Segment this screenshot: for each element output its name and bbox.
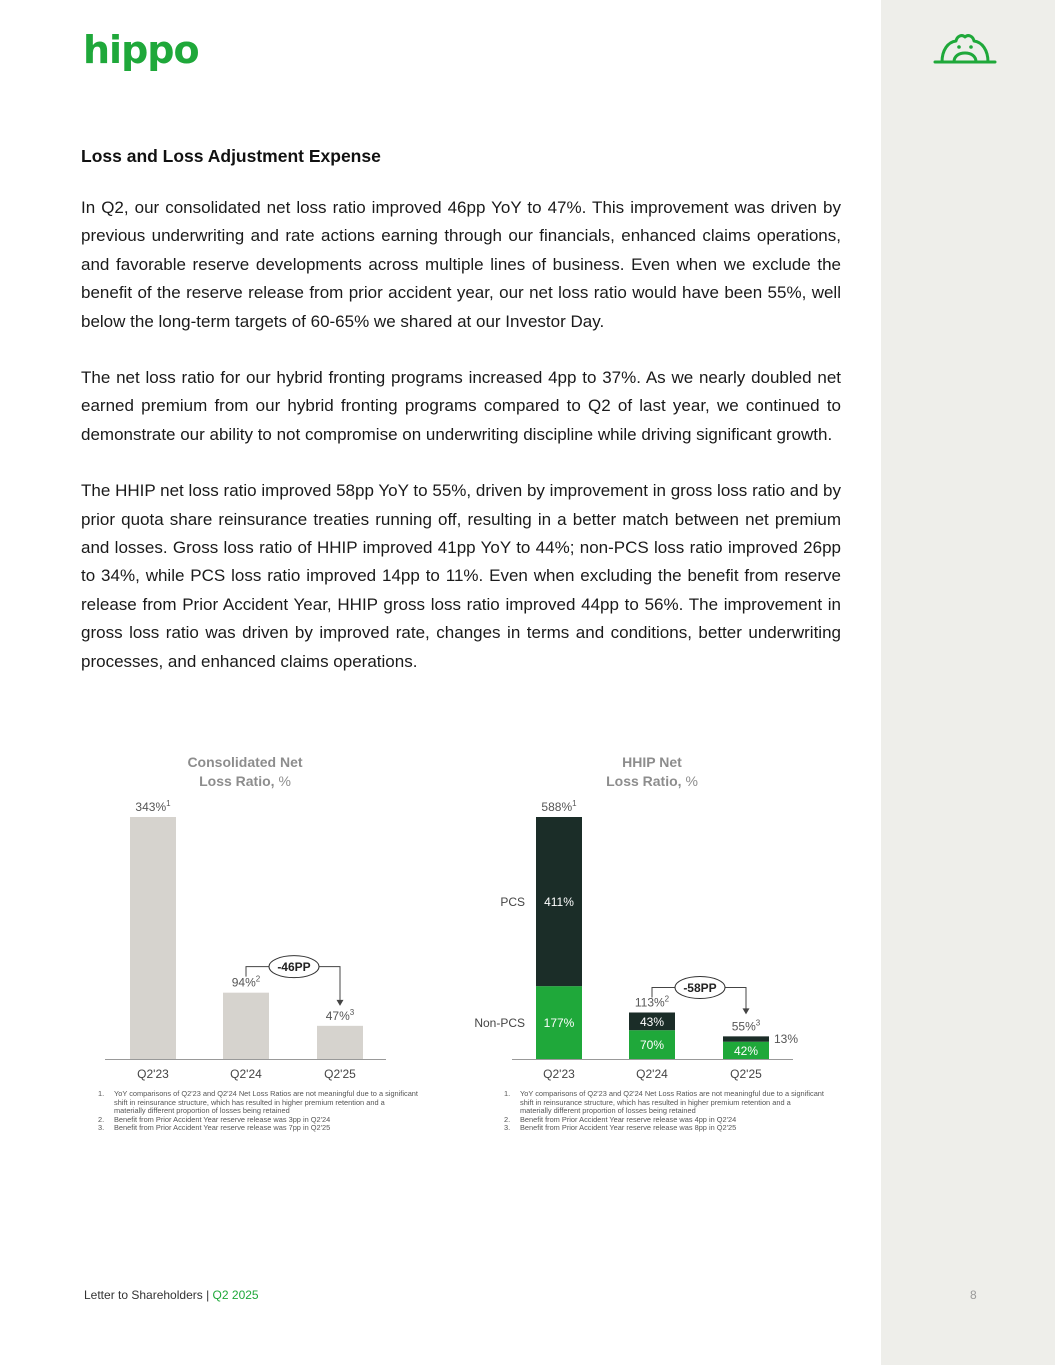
paragraph: In Q2, our consolidated net loss ratio improved 46pp YoY to 47%. This improvement was driven by previous underwriting and rate actions earning through our financials, enhanced claims operations, and favorable reserve developments across multiple lines of business. Even when we exclude the benefit of the reserve release from prior accident year, our net loss ratio would have been 55%, well below the long-term targets of 60-65% we shared at our Investor Day.	[81, 198, 841, 331]
change-badge: -58PP	[683, 980, 717, 995]
footnote: 3. Benefit from Prior Accident Year reserve release was 7pp in Q2'25	[98, 1123, 331, 1133]
chart-title: Consolidated Net	[187, 754, 303, 770]
total-value-label: 588%$^1$	[541, 799, 577, 814]
chart-title: HHIP Net	[622, 754, 682, 770]
segment-label: 411%	[544, 895, 574, 910]
total-value-label: 55%$^3$	[731, 1018, 761, 1034]
footnote-marker: 3	[349, 1007, 355, 1017]
footnote-marker: 1	[572, 799, 577, 808]
paragraph: The HHIP net loss ratio improved 58pp YoY to 55%, driven by improvement in gross loss ratio and by prior quota share reinsurance treaties running off, resulting in a better match between net premium and losses. Gross loss ratio of HHIP improved 41pp YoY to 44%; non-PCS loss ratio improved 26pp to 34%, while PCS loss ratio improved 14pp to 11%. Even when excluding the benefit from reserve release from Prior Accident Year, HHIP gross loss ratio improved 44pp to 56%. The improvement in gross loss ratio was driven by improved rate, changes in terms and conditions, better underwriting processes, and enhanced claims operations.	[81, 481, 841, 671]
consolidated-chart-footnotes	[98, 1090, 418, 1133]
segment-label: 177%	[543, 1016, 575, 1031]
x-tick-label: Q2'25	[324, 1067, 356, 1081]
chart-subtitle: Loss Ratio, %	[606, 773, 698, 789]
footnote-marker: 3	[755, 1018, 761, 1028]
x-tick-label: Q2'24	[230, 1067, 262, 1081]
change-badge: -46PP	[277, 960, 311, 975]
hippo-mascot-icon	[932, 30, 998, 66]
footer-label	[84, 1288, 259, 1302]
bar	[130, 817, 176, 1059]
hhip-chart-footnotes	[504, 1090, 824, 1133]
arrow-head	[743, 1008, 750, 1014]
footer-quarter: Q2 2025	[212, 1288, 259, 1302]
segment-label: 42%	[733, 1043, 759, 1058]
bar	[317, 1026, 363, 1059]
segment-label: 43%	[639, 1014, 665, 1029]
bar-value-label: 47%$^3$	[325, 1007, 355, 1023]
footnote: 1. YoY comparisons of Q2'23 and Q2'24 Net Loss Ratios are not meaningful due to a significant shift in reinsurance structure, which has resulted in higher premium retention and a materially different proportion of losses being retained	[98, 1089, 418, 1116]
x-tick-label: Q2'25	[730, 1067, 762, 1081]
bar	[223, 993, 269, 1059]
footnote: 2. Benefit from Prior Accident Year reserve release was 3pp in Q2'24	[98, 1114, 331, 1124]
footnote: 3. Benefit from Prior Accident Year reserve release was 8pp in Q2'25	[504, 1123, 737, 1133]
bar-value-label: 343%$^1$	[135, 799, 171, 814]
paragraph: The net loss ratio for our hybrid fronting programs increased 4pp to 37%. As we nearly doubled net earned premium from our hybrid fronting programs compared to Q2 of last year, we continued to demonstrate our ability to not compromise on underwriting discipline while driving significant growth.	[81, 368, 841, 444]
chart-unit: %	[685, 773, 698, 789]
chart-subtitle: Loss Ratio, %	[199, 773, 291, 789]
hhip-chart-svg	[460, 745, 820, 1090]
segment-label: 70%	[639, 1038, 665, 1053]
x-tick-label: Q2'23	[543, 1067, 575, 1081]
x-tick-label: Q2'24	[636, 1067, 668, 1081]
section-heading: Loss and Loss Adjustment Expense	[81, 146, 381, 166]
footnote: 2. Benefit from Prior Accident Year reserve release was 4pp in Q2'24	[504, 1114, 737, 1124]
footnote-marker: 2	[664, 994, 670, 1004]
footnote: 1. YoY comparisons of Q2'23 and Q2'24 Net Loss Ratios are not meaningful due to a significant shift in reinsurance structure, which has resulted in higher premium retention and a materially different proportion of losses being retained	[504, 1089, 824, 1116]
segment-label: 13%	[774, 1032, 799, 1047]
side-band	[881, 0, 1055, 1365]
change-connector	[319, 967, 340, 1004]
hippo-logo: hippo	[83, 28, 199, 72]
hhip-loss-ratio-chart	[460, 745, 820, 1095]
consolidated-loss-ratio-chart	[90, 745, 410, 1095]
footnote-marker: 1	[166, 799, 171, 808]
consolidated-chart-svg	[90, 745, 410, 1090]
page-number: 8	[970, 1288, 977, 1302]
bar-segment-pcs	[723, 1036, 769, 1041]
footnote-marker: 2	[255, 974, 261, 984]
series-label-non-pcs: Non-PCS	[474, 1016, 525, 1031]
footer-text: Letter to Shareholders |	[84, 1288, 210, 1302]
series-label-pcs: PCS	[500, 895, 525, 910]
main-content	[81, 146, 841, 704]
x-tick-label: Q2'23	[137, 1067, 169, 1081]
arrow-head	[337, 1000, 344, 1006]
bar-value-label: 94%$^2$	[231, 974, 261, 990]
total-value-label: 113%$^2$	[634, 994, 670, 1010]
chart-unit: %	[278, 773, 291, 789]
